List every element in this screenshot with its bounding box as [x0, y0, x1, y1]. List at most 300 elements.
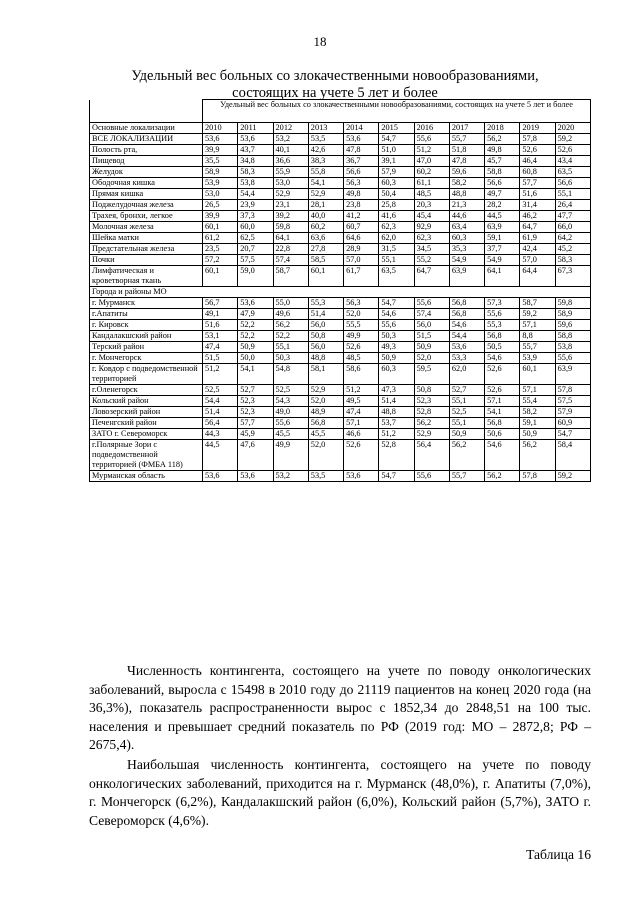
- table-row: [90, 353, 591, 364]
- table-cell: 52,6: [344, 342, 379, 353]
- table-cell: 61,9: [520, 233, 555, 244]
- table-cell: 63,6: [308, 233, 343, 244]
- table-cell: 45,4: [414, 211, 449, 222]
- table-row: [90, 200, 591, 211]
- table-cell: 28,2: [485, 200, 520, 211]
- table-cell: 52,6: [485, 364, 520, 385]
- table-cell: 50,9: [379, 353, 414, 364]
- table-cell: 54,6: [449, 320, 484, 331]
- table-cell: 57,9: [379, 167, 414, 178]
- table-cell: 60,8: [520, 167, 555, 178]
- row-label: Печенгский район: [90, 418, 203, 429]
- table-cell: 60,0: [238, 222, 273, 233]
- table-cell: 37,7: [485, 244, 520, 255]
- table-cell: 59,2: [520, 309, 555, 320]
- table-cell: 52,5: [273, 385, 308, 396]
- table-cell: 57,0: [520, 255, 555, 266]
- table-cell: 60,1: [308, 266, 343, 287]
- table-cell: 64,4: [520, 266, 555, 287]
- table-cell: 38,3: [308, 156, 343, 167]
- table-cell: 56,2: [414, 418, 449, 429]
- table-row: [90, 309, 591, 320]
- table-cell: 46,2: [520, 211, 555, 222]
- row-label: Поджелудочная железа: [90, 200, 203, 211]
- table-cell: 49,7: [485, 189, 520, 200]
- table-row: [90, 364, 591, 385]
- table-cell: 54,6: [485, 440, 520, 471]
- table-cell: 62,3: [379, 222, 414, 233]
- table-cell: 58,8: [485, 167, 520, 178]
- paragraph-largest-share: Наибольшая численность контингента, состоящего на учете по поводу онкологических заболеваний, приходится на г. Мурманск (48,0%), г. Апатиты (7,0%), г. Мончегорск (6,2%), Кандалакшский район (6,0%), Кольский район (5,7%), ЗАТО г. Североморск (4,6%).: [89, 757, 591, 828]
- table-cell: 34,8: [238, 156, 273, 167]
- table-cell: 47,8: [344, 145, 379, 156]
- table-cell: 40,1: [273, 145, 308, 156]
- table-cell: 53,7: [379, 418, 414, 429]
- table-cell: 56,2: [273, 320, 308, 331]
- table-cell: 55,1: [379, 255, 414, 266]
- table-cell: 56,6: [485, 178, 520, 189]
- table-cell: 44,3: [203, 429, 238, 440]
- table-cell: 28,1: [308, 200, 343, 211]
- table-cell: 47,6: [238, 440, 273, 471]
- table-cell: 60,2: [308, 222, 343, 233]
- table-cell: 50,3: [379, 331, 414, 342]
- table-cell: 53,1: [203, 331, 238, 342]
- year-header: 2020: [555, 123, 590, 134]
- table-cell: 53,6: [344, 134, 379, 145]
- row-label: Терский район: [90, 342, 203, 353]
- table-cell: 57,4: [414, 309, 449, 320]
- table-cell: 54,1: [238, 364, 273, 385]
- table-cell: 49,3: [379, 342, 414, 353]
- table-cell: 55,4: [520, 396, 555, 407]
- table-cell: 52,2: [238, 331, 273, 342]
- section-label: Города и районы МО: [90, 287, 591, 298]
- row-label: г.Полярные Зори с подведомственной территорией (ФМБА 118): [90, 440, 203, 471]
- table-cell: 39,2: [273, 211, 308, 222]
- table-cell: 56,3: [344, 178, 379, 189]
- row-label: Трахея, бронхи, легкое: [90, 211, 203, 222]
- table-super-header-row: [90, 100, 591, 123]
- table-cell: 58,7: [520, 298, 555, 309]
- table-cell: 50,3: [273, 353, 308, 364]
- table-cell: 45,5: [308, 429, 343, 440]
- table-cell: 55,6: [379, 320, 414, 331]
- table-cell: 56,2: [485, 471, 520, 482]
- table-cell: 36,6: [273, 156, 308, 167]
- table-cell: 55,6: [485, 309, 520, 320]
- row-label: Ободочная кишка: [90, 178, 203, 189]
- table-row: [90, 211, 591, 222]
- table-cell: 57,5: [555, 396, 590, 407]
- table-row: [90, 167, 591, 178]
- table-cell: 53,6: [203, 471, 238, 482]
- table-cell: 60,7: [344, 222, 379, 233]
- table-cell: 59,5: [414, 364, 449, 385]
- table-cell: 52,5: [203, 385, 238, 396]
- table-cell: 54,3: [273, 396, 308, 407]
- table-cell: 54,4: [203, 396, 238, 407]
- year-header: 2014: [344, 123, 379, 134]
- table-cell: 47,3: [379, 385, 414, 396]
- table-cell: 51,8: [449, 145, 484, 156]
- table-cell: 21,3: [449, 200, 484, 211]
- table-cell: 20,3: [414, 200, 449, 211]
- table-row: [90, 396, 591, 407]
- table-cell: 58,7: [273, 266, 308, 287]
- table-cell: 44,6: [449, 211, 484, 222]
- table-cell: 54,6: [379, 309, 414, 320]
- table-cell: 92,9: [414, 222, 449, 233]
- table-cell: 55,1: [449, 396, 484, 407]
- table-cell: 54,6: [485, 353, 520, 364]
- table-cell: 52,2: [273, 331, 308, 342]
- table-cell: 55,1: [273, 342, 308, 353]
- table-row: [90, 233, 591, 244]
- table-cell: 55,3: [308, 298, 343, 309]
- table-row: [90, 134, 591, 145]
- table-cell: 26,5: [203, 200, 238, 211]
- table-cell: 55,6: [273, 418, 308, 429]
- table-cell: 58,4: [555, 440, 590, 471]
- table-cell: 53,0: [203, 189, 238, 200]
- row-label: Кольский район: [90, 396, 203, 407]
- table-row: [90, 331, 591, 342]
- table-cell: 58,5: [308, 255, 343, 266]
- table-cell: 57,8: [555, 385, 590, 396]
- table-cell: 55,1: [449, 418, 484, 429]
- table-cell: 59,1: [485, 233, 520, 244]
- row-label: Желудок: [90, 167, 203, 178]
- table-cell: 42,4: [520, 244, 555, 255]
- table-cell: 63,9: [555, 364, 590, 385]
- data-table: [89, 99, 591, 482]
- table-cell: 49,9: [273, 440, 308, 471]
- table-cell: 59,0: [238, 266, 273, 287]
- table-cell: 59,6: [449, 167, 484, 178]
- table-cell: 56,8: [485, 331, 520, 342]
- table-cell: 51,4: [308, 309, 343, 320]
- year-header: 2015: [379, 123, 414, 134]
- table-cell: 36,7: [344, 156, 379, 167]
- table-cell: 52,0: [308, 396, 343, 407]
- table-cell: 61,7: [344, 266, 379, 287]
- table-cell: 56,8: [485, 418, 520, 429]
- table-cell: 56,0: [308, 342, 343, 353]
- table-row: [90, 255, 591, 266]
- table-cell: 56,0: [308, 320, 343, 331]
- table-cell: 51,2: [379, 429, 414, 440]
- table-cell: 59,8: [555, 298, 590, 309]
- table-cell: 63,9: [449, 266, 484, 287]
- table-cell: 48,9: [308, 407, 343, 418]
- table-cell: 48,8: [379, 407, 414, 418]
- table-cell: 41,2: [344, 211, 379, 222]
- table-row: [90, 156, 591, 167]
- row-label: Шейка матки: [90, 233, 203, 244]
- table-cell: 54,1: [308, 178, 343, 189]
- year-header: 2011: [238, 123, 273, 134]
- table-cell: 27,8: [308, 244, 343, 255]
- table-cell: 44,5: [203, 440, 238, 471]
- table-cell: 58,2: [520, 407, 555, 418]
- table-row: [90, 298, 591, 309]
- table-cell: 56,3: [344, 298, 379, 309]
- year-header: 2019: [520, 123, 555, 134]
- table-cell: 53,6: [238, 134, 273, 145]
- row-label: г. Мончегорск: [90, 353, 203, 364]
- table-cell: 53,8: [238, 178, 273, 189]
- table-cell: 50,4: [379, 189, 414, 200]
- table-cell: 52,7: [449, 385, 484, 396]
- table-cell: 58,9: [555, 309, 590, 320]
- table-cell: 55,2: [414, 255, 449, 266]
- table-cell: 62,0: [379, 233, 414, 244]
- table-cell: 52,6: [344, 440, 379, 471]
- table-cell: 55,1: [555, 189, 590, 200]
- table-cell: 53,6: [344, 471, 379, 482]
- table-cell: 50,9: [520, 429, 555, 440]
- table-cell: 53,9: [203, 178, 238, 189]
- first-col-header: Основные локализации: [90, 123, 203, 134]
- table-cell: 59,2: [555, 471, 590, 482]
- table-cell: 48,8: [308, 353, 343, 364]
- table-cell: 23,5: [203, 244, 238, 255]
- table-cell: 47,4: [203, 342, 238, 353]
- table-cell: 40,0: [308, 211, 343, 222]
- table-row: [90, 440, 591, 471]
- table-cell: 57,0: [344, 255, 379, 266]
- table-cell: 50,0: [238, 353, 273, 364]
- table-cell: 51,5: [414, 331, 449, 342]
- row-label: г.Оленегорск: [90, 385, 203, 396]
- table-cell: 53,5: [308, 471, 343, 482]
- table-cell: 55,6: [555, 353, 590, 364]
- row-label: Предстательная железа: [90, 244, 203, 255]
- table-cell: 53,6: [238, 298, 273, 309]
- table-cell: 57,7: [238, 418, 273, 429]
- table-cell: 56,2: [520, 440, 555, 471]
- table-cell: 64,2: [555, 233, 590, 244]
- table-cell: 52,9: [414, 429, 449, 440]
- table-cell: 49,8: [344, 189, 379, 200]
- table-cell: 51,5: [203, 353, 238, 364]
- table-cell: 55,7: [449, 471, 484, 482]
- table-cell: 55,8: [308, 167, 343, 178]
- table-cell: 39,1: [379, 156, 414, 167]
- paragraph-contingent: Численность контингента, состоящего на учете по поводу онкологических заболеваний, выросла с 15498 в 2010 году до 21119 пациентов на конец 2020 года (на 36,3%), показатель распространенности вырос с 1852,34 до 2848,51 на 100 тыс. населения и превышает средний показатель по РФ (2019 год: МО – 2872,8; РФ – 2675,4).: [89, 663, 591, 752]
- row-label: Ловозерский район: [90, 407, 203, 418]
- year-header: 2016: [414, 123, 449, 134]
- table-cell: 47,0: [414, 156, 449, 167]
- table-row: [90, 471, 591, 482]
- table-cell: 56,2: [485, 134, 520, 145]
- table-cell: 25,8: [379, 200, 414, 211]
- table-cell: 35,3: [449, 244, 484, 255]
- table-cell: 47,7: [555, 211, 590, 222]
- table-cell: 57,1: [520, 320, 555, 331]
- table-cell: 64,6: [344, 233, 379, 244]
- table-cell: 54,9: [449, 255, 484, 266]
- table-cell: 62,5: [238, 233, 273, 244]
- table-cell: 26,4: [555, 200, 590, 211]
- table-cell: 50,8: [308, 331, 343, 342]
- row-label: Прямая кишка: [90, 189, 203, 200]
- table-cell: 66,0: [555, 222, 590, 233]
- table-cell: 61,2: [203, 233, 238, 244]
- table-cell: 51,4: [379, 396, 414, 407]
- table-cell: 42,6: [308, 145, 343, 156]
- table-cell: 23,9: [238, 200, 273, 211]
- table-cell: 22,8: [273, 244, 308, 255]
- table-cell: 52,3: [414, 396, 449, 407]
- table-cell: 50,9: [414, 342, 449, 353]
- table-cell: 57,5: [238, 255, 273, 266]
- table-section-row: [90, 287, 591, 298]
- table-cell: 56,4: [414, 440, 449, 471]
- table-cell: 53,6: [449, 342, 484, 353]
- table-cell: 53,6: [203, 134, 238, 145]
- table-cell: 23,1: [273, 200, 308, 211]
- table-cell: 52,6: [485, 385, 520, 396]
- row-label: Пищевод: [90, 156, 203, 167]
- table-cell: 54,8: [273, 364, 308, 385]
- table-cell: 56,8: [449, 298, 484, 309]
- table-cell: 58,9: [203, 167, 238, 178]
- table-cell: 51,4: [203, 407, 238, 418]
- table-cell: 54,4: [449, 331, 484, 342]
- table-row: [90, 320, 591, 331]
- table-row: [90, 385, 591, 396]
- table-row: [90, 178, 591, 189]
- table-cell: 60,2: [414, 167, 449, 178]
- table-cell: 57,4: [273, 255, 308, 266]
- table-cell: 57,1: [485, 396, 520, 407]
- table-cell: 51,6: [520, 189, 555, 200]
- table-cell: 48,5: [414, 189, 449, 200]
- table-cell: 53,3: [449, 353, 484, 364]
- table-cell: 54,9: [485, 255, 520, 266]
- table-row: [90, 145, 591, 156]
- table-cell: 57,8: [520, 471, 555, 482]
- table-cell: 55,3: [485, 320, 520, 331]
- table-cell: 50,6: [485, 429, 520, 440]
- table-cell: 51,2: [344, 385, 379, 396]
- table-cell: 59,2: [555, 134, 590, 145]
- table-cell: 44,5: [485, 211, 520, 222]
- table-cell: 60,1: [203, 266, 238, 287]
- row-label: Молочная железа: [90, 222, 203, 233]
- table-cell: 63,4: [449, 222, 484, 233]
- table-cell: 35,5: [203, 156, 238, 167]
- table-cell: 49,8: [485, 145, 520, 156]
- table-cell: 31,4: [520, 200, 555, 211]
- table-cell: 50,9: [238, 342, 273, 353]
- table-cell: 52,9: [308, 385, 343, 396]
- table-cell: 28,9: [344, 244, 379, 255]
- table-cell: 55,0: [273, 298, 308, 309]
- table-cell: 56,0: [414, 320, 449, 331]
- table-cell: 52,6: [520, 145, 555, 156]
- table-cell: 61,1: [414, 178, 449, 189]
- table-year-header-row: [90, 123, 591, 134]
- table-super-header: Удельный вес больных со злокачественными новообразованиями, состоящих на учете 5 лет и более: [203, 100, 591, 123]
- table-cell: 52,3: [238, 396, 273, 407]
- table-cell: 43,7: [238, 145, 273, 156]
- table-cell: 53,0: [273, 178, 308, 189]
- table-cell: 49,0: [273, 407, 308, 418]
- table-cell: 53,6: [238, 471, 273, 482]
- year-header: 2010: [203, 123, 238, 134]
- table-cell: 62,0: [449, 364, 484, 385]
- table-cell: 54,4: [238, 189, 273, 200]
- table-cell: 53,5: [308, 134, 343, 145]
- table-cell: 45,5: [273, 429, 308, 440]
- table-cell: 54,7: [379, 134, 414, 145]
- table-row: [90, 244, 591, 255]
- table-cell: 60,1: [520, 364, 555, 385]
- table-cell: 62,3: [414, 233, 449, 244]
- row-label: г. Мурманск: [90, 298, 203, 309]
- row-label: ВСЕ ЛОКАЛИЗАЦИИ: [90, 134, 203, 145]
- row-label: Кандалакшский район: [90, 331, 203, 342]
- table-cell: 54,7: [555, 429, 590, 440]
- table-cell: 63,5: [555, 167, 590, 178]
- year-header: 2017: [449, 123, 484, 134]
- table-cell: 45,2: [555, 244, 590, 255]
- table-cell: 47,4: [344, 407, 379, 418]
- table-cell: 47,8: [449, 156, 484, 167]
- table-cell: 57,3: [485, 298, 520, 309]
- row-label: ЗАТО г. Североморск: [90, 429, 203, 440]
- table-cell: 55,9: [273, 167, 308, 178]
- table-cell: 56,6: [555, 178, 590, 189]
- table-cell: 57,2: [203, 255, 238, 266]
- table-cell: 52,8: [379, 440, 414, 471]
- table-cell: 52,6: [555, 145, 590, 156]
- row-label: г. Ковдор с подведомственной территорией: [90, 364, 203, 385]
- table-cell: 51,2: [203, 364, 238, 385]
- table-cell: 46,4: [520, 156, 555, 167]
- table-cell: 63,5: [379, 266, 414, 287]
- table-cell: 52,0: [414, 353, 449, 364]
- table-cell: 8,8: [520, 331, 555, 342]
- table-cell: 57,9: [555, 407, 590, 418]
- table-cell: 55,6: [414, 298, 449, 309]
- table-cell: 46,6: [344, 429, 379, 440]
- table-cell: 59,1: [520, 418, 555, 429]
- row-label: г. Кировск: [90, 320, 203, 331]
- table-cell: 23,8: [344, 200, 379, 211]
- table-row: [90, 429, 591, 440]
- table-cell: 49,1: [203, 309, 238, 320]
- table-cell: 57,8: [520, 134, 555, 145]
- table-cell: 58,3: [238, 167, 273, 178]
- table-cell: 39,9: [203, 211, 238, 222]
- table-cell: 59,6: [555, 320, 590, 331]
- table-cell: 52,0: [344, 309, 379, 320]
- table-cell: 64,7: [520, 222, 555, 233]
- table-cell: 20,7: [238, 244, 273, 255]
- table-cell: 56,4: [203, 418, 238, 429]
- table-cell: 60,3: [379, 178, 414, 189]
- table-cell: 51,0: [379, 145, 414, 156]
- table-cell: 50,5: [485, 342, 520, 353]
- table-cell: 55,6: [414, 134, 449, 145]
- table-cell: 49,5: [344, 396, 379, 407]
- table-cell: 52,9: [308, 189, 343, 200]
- table-cell: 58,2: [449, 178, 484, 189]
